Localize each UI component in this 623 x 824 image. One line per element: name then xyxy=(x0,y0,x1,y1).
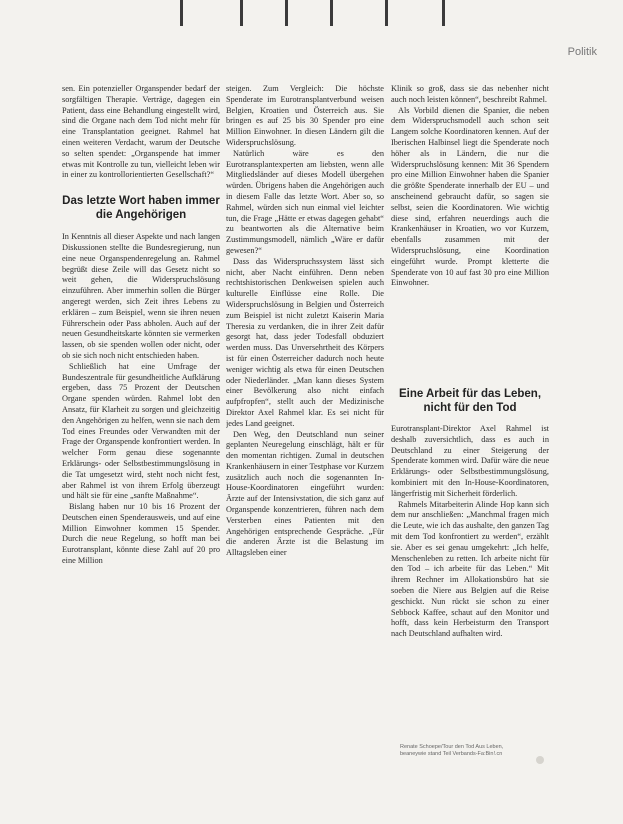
paragraph: Eurotransplant-Direktor Axel Rahmel ist deshalb zuversichtlich, dass es auch in Deutschland zu einer Steigerung der Spenderate kommen wird. Dafür wäre die neue Erklärungs- oder Selbstbestimmungslösung, kombiniert mit den In-House-Koordinatoren, längerfristig mit Sicherheit förderlich. xyxy=(391,424,549,498)
paragraph: sen. Ein potenzieller Organspender bedarf der sorgfältigen Therapie. Verträge, dagegen ein Patient, dass eine Behandlung eingestellt wird, sind die Organe nach dem Tod nicht mehr für eine Transplantation geeignet. Rahmel hat einen weiteren Verdacht, warum der Deutsche so selten spendet: „Organspende hat immer etwas mit Kontrolle zu tun, vielleicht leben wir in einer zu kontrollorientierten Gesellschaft?“ xyxy=(62,84,220,180)
subheading: Eine Arbeit für das Leben, nicht für den Tod xyxy=(398,388,542,414)
paragraph: Klinik so groß, dass sie das nebenher nicht auch noch leisten können“, beschreibt Rahmel. xyxy=(391,84,549,104)
paragraph: In Kenntnis all dieser Aspekte und nach langen Diskussionen stellte die Bundesregierung, nun eine neue Organspendenregelung an. Rahmel begrüßt diese Zeile will das Gesetz nicht so weit gehen, die Widerspruchslösung einzuführen. Aber immerhin sollen die Bürger angeregt werden, sich Zeit ihres Lebens zu erklären – zum Beispiel, wenn sie ihren neuen Führerschein oder Pass abholen. Auch auf der neuen Gesundheitskarte könnten sie vermerken lassen, ob sie spenden wollen oder nicht, oder ob sie sich noch nicht entschieden haben. xyxy=(62,232,220,360)
paragraph: steigen. Zum Vergleich: Die höchste Spenderate im Eurotransplantverbund weisen Belgien, Kroatien und Österreich aus. Sie bringen es auf 25 bis 30 Spender pro eine Million Einwohner. In diesen Ländern gilt die Widerspruchslösung. xyxy=(226,84,384,147)
paragraph: Den Weg, den Deutschland nun seiner geplanten Neuregelung einschlägt, hält er für den momentan richtigen. Zumal in deutschen Krankenhäusern in einer Testphase vor Kurzem zusätzlich auch noch die sogenannten In-House-Koordinatoren eingeführt wurden: Ärzte auf der Intensivstation, die sich ganz auf Organspende konzentrieren, führen nach dem Versterben eines Patienten mit den Angehörigen entsprechende Gespräche. „Für die anderen Ärzte ist die Belastung im Alltagsleben einer xyxy=(226,429,384,558)
page-mark xyxy=(536,756,544,764)
column-3-continued xyxy=(391,424,549,734)
paragraph: Schließlich hat eine Umfrage der Bundeszentrale für gesundheitliche Aufklärung ergeben, dass 75 Prozent der Deutschen Organe spenden würden. Rahmel lobt den Ansatz, für Klarheit zu sorgen und gleichzeitig den Angehörigen zu helfen, wenn sie nach dem Tod eines Freundes oder Verwandten mit der Frage der Organspende konfrontiert werden. In welcher Form genau diese sogenannte Erklärungs- oder Selbstbestimmungslösung in die Tat umgesetzt wird, steht noch nicht fest, aber Rahmel ist von ihrem Erfolg überzeugt und hält sie für eine „sanfte Maßnahme“. xyxy=(62,361,220,501)
photo-credit: Renate Schoepe/Tour den Tod Aus Leben, beaneywie stand Teil Verbands-Fa:Bin!.cn xyxy=(400,744,504,757)
column-1 xyxy=(62,84,220,774)
paragraph: Dass das Widerspruchssystem lässt sich nicht, aber Nacht einführen. Denn neben rechtshistorischen Denkweisen spielen auch kulturelle Einflüsse eine Rolle. Die Widerspruchslösung in Belgien und Österreich zum Beispiel ist nicht zuletzt Kaiserin Maria Theresia zu verdanken, die in ihrer Zeit dafür gesorgt hat, dass jeder Todesfall obduziert werden muss. Das Unversehrtheit des Körpers ist für einen Österreicher dadurch noch heute weniger wichtig als etwa für einen Deutschen oder Niederländer. „Man kann dieses System einer Bevölkerung also nicht einfach aufpfropfen“, stellt auch der Medizinische Direktor Axel Rahmel klar. Es sei nicht für jedes Land geeignet. xyxy=(226,256,384,428)
paragraph: Als Vorbild dienen die Spanier, die neben dem Widerspruchsmodell auch schon seit Langem solche Koordinatoren kennen. Auf der Iberischen Halbinsel liegt die Spenderate noch höher als in Ländern, die nur die Widerspruchslösung kennen: Mit 36 Spendern pro eine Million Einwohner haben die Spanier die größte Spenderate innerhalb der EU – und anscheinend gebraucht dafür, so sagen sie selbst, seien die Koordinatoren. Wie wichtig diese sind, erfahren neuerdings auch die Krankenhäuser in Kroatien, wo vor Kurzem, ebenfalls zusammen mit der Widerspruchslösung, eine Koordination eingeführt wurde. Prompt kletterte die Spenderate von 10 auf fast 30 pro eine Million Einwohner. xyxy=(391,105,549,288)
paragraph: Natürlich wäre es den Eurotransplantexperten am liebsten, wenn alle Mitgliedsländer auf dieses Modell übergehen würden. Übrigens haben die Angehörigen auch in diesem Falle das letzte Wort. Aber so, so Rahmel, würden sich nun einmal viel leichter tun, die Frage „Hätte er etwas dagegen gehabt“ zu beantworten als die Alternative beim Zustimmungsmodell, nämlich „Wäre er dafür gewesen?“ xyxy=(226,148,384,255)
paragraph: Bislang haben nur 10 bis 16 Prozent der Deutschen einen Spenderausweis, und auf eine Million Einwohner kommen 15 Spender. Durch die neue Regelung, so hofft man bei Eurotransplant, könnte diese Zahl auf 20 pro eine Million xyxy=(62,502,220,566)
binding-marks xyxy=(180,0,450,28)
column-2 xyxy=(226,84,384,824)
paragraph: Rahmels Mitarbeiterin Alinde Hop kann sich dem nur anschließen: „Manchmal fragen mich die Leute, wie ich das aushalte, den ganzen Tag mit dem Tod konfrontiert zu werden“, erzählt sie. Aber es sei genau umgekehrt: „Ich helfe, Menschenleben zu retten. Ich arbeite nicht für den Tod – ich arbeite für das Leben.“ Mit ihrem Rechner im Allokationsbüro hat sie soeben die Niere aus Belgien auf die Reise geschickt. Nun rückt sie schon zu einer Sebbock Kaffee, schaut auf den Monitor und hofft, dass kein Herbeisturm den Transport nach Deutschland aufhalten wird. xyxy=(391,499,549,639)
section-label: Politik xyxy=(567,46,597,58)
subheading: Das letzte Wort haben immer die Angehörigen xyxy=(62,195,220,221)
column-3 xyxy=(391,84,549,384)
